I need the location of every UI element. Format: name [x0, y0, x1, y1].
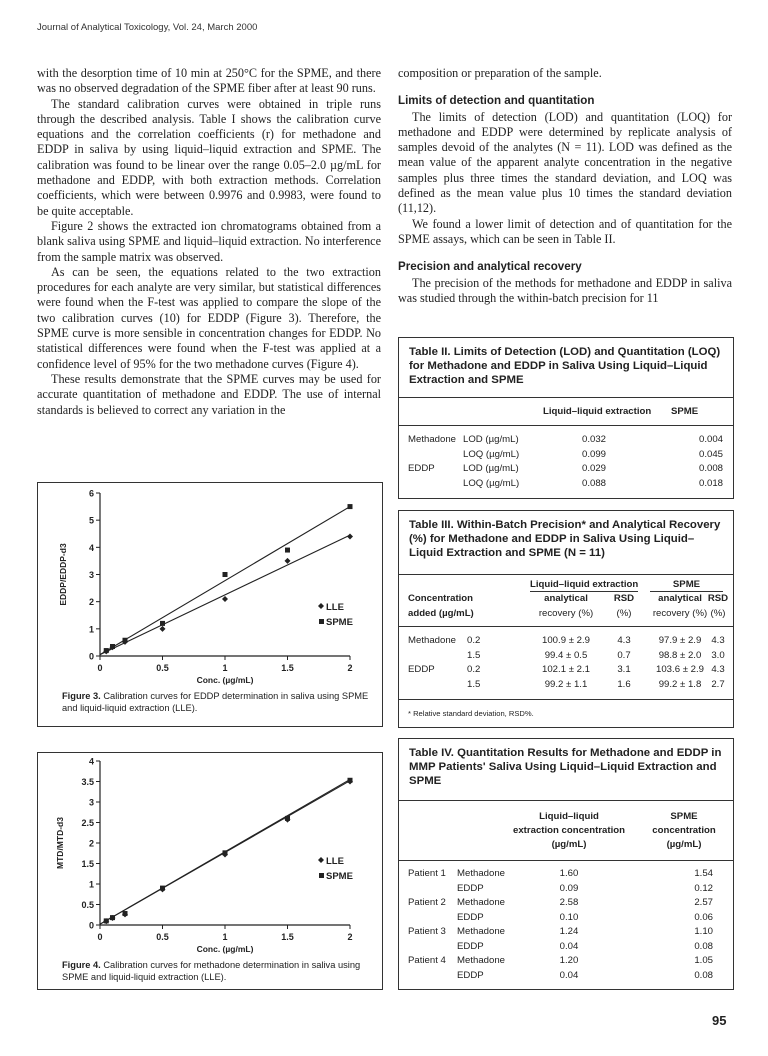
- legend-marker-lle: [318, 603, 324, 609]
- x-tick-label: 0: [97, 663, 103, 673]
- table-cell-spme: 0.045: [698, 448, 723, 460]
- figure-3-caption: [62, 690, 372, 714]
- table-cell-concentration: 0.2: [467, 635, 481, 646]
- data-point-spme: [160, 886, 165, 891]
- data-point-spme: [123, 638, 128, 643]
- table-cell-spme: 0.06: [694, 911, 713, 923]
- table-cell-lle: 0.04: [559, 969, 579, 981]
- y-tick-label: 2.5: [81, 818, 94, 828]
- table-cell-analyte: EDDP: [457, 911, 484, 923]
- x-tick-label: 1.5: [281, 663, 294, 673]
- y-tick-label: 5: [88, 515, 94, 526]
- table-2: [398, 337, 734, 499]
- y-tick-label: 3: [88, 570, 94, 580]
- data-point-spme: [223, 850, 228, 855]
- divider: [399, 626, 733, 627]
- table-cell-lle: 1.60: [559, 868, 579, 879]
- table-cell-lle: 0.09: [559, 882, 579, 894]
- table-cell-analyte: Methadone: [457, 955, 506, 966]
- table-cell-lle-recovery: 99.2 ± 1.1: [544, 678, 588, 690]
- figure-4-caption: [62, 959, 372, 983]
- table-footnote: * Relative standard deviation, RSD%.: [408, 709, 534, 718]
- table-cell-lle: 0.088: [581, 477, 606, 489]
- legend-marker-spme: [319, 873, 324, 878]
- table-cell-lle-rsd: 1.6: [617, 678, 631, 690]
- table-cell-analyte: EDDP: [408, 463, 435, 474]
- y-tick-label: 3.5: [81, 777, 94, 787]
- data-point-spme: [348, 778, 353, 783]
- table-cell-patient: Patient 1: [408, 868, 446, 879]
- col-header-lle-line2: extraction concentration: [513, 825, 625, 836]
- col-header-spme-rsd: RSD: [707, 593, 729, 604]
- y-tick-label: 0: [88, 651, 94, 662]
- table-cell-spme: 0.08: [694, 969, 713, 981]
- legend-marker-lle: [318, 857, 324, 863]
- legend-marker-spme: [319, 619, 324, 624]
- col-header-lle-rsd-unit: (%): [616, 608, 632, 619]
- y-tick-label: 0.5: [81, 900, 94, 910]
- legend-label-spme: SPME: [326, 871, 353, 882]
- fit-line-spme: [100, 507, 350, 655]
- table-cell-analyte: Methadone: [457, 868, 506, 879]
- figure-label: Figure 3.: [62, 691, 101, 701]
- table-cell-parameter: LOQ (µg/mL): [463, 448, 520, 460]
- page-number: 95: [712, 1013, 727, 1028]
- table-cell-spme-rsd: 2.7: [711, 678, 725, 690]
- running-head: Journal of Analytical Toxicology, Vol. 24, March 2000: [37, 22, 258, 33]
- table-cell-concentration: 0.2: [467, 664, 481, 675]
- table-cell-spme: 0.008: [698, 463, 723, 474]
- x-axis-label: Conc. (µg/mL): [196, 944, 254, 954]
- y-tick-label: 2: [88, 838, 94, 849]
- table-cell-lle: 1.24: [559, 926, 579, 937]
- x-tick-label: 0: [97, 932, 103, 942]
- table-cell-concentration: 1.5: [467, 649, 481, 661]
- x-tick-label: 0.5: [156, 932, 169, 942]
- table-cell-lle: 1.20: [559, 955, 579, 966]
- table-title: Table III. Within-Batch Precision* and Analytical Recovery (%) for Methadone and EDDP in Saliva Using Liquid–Liquid Extraction and SPME (N = 11): [409, 519, 721, 559]
- y-tick-label: 4: [88, 542, 94, 553]
- table-cell-lle-recovery: 100.9 ± 2.9: [542, 635, 590, 646]
- caption-text: Calibration curves for EDDP determination in saliva using SPME and liquid-liquid extraction (LLE).: [62, 691, 369, 713]
- table-cell-lle-rsd: 4.3: [617, 635, 631, 646]
- col-header-spme-line2: concentration: [652, 825, 716, 836]
- table-cell-lle-recovery: 99.4 ± 0.5: [544, 649, 588, 661]
- table-cell-spme: 0.004: [698, 434, 723, 445]
- legend-label-lle: LLE: [326, 856, 344, 867]
- paragraph: Figure 2 shows the extracted ion chromatograms obtained from a blank saliva using SPME and liquid–liquid extraction. No interference from the sample matrix was observed.: [37, 218, 381, 264]
- y-tick-label: 2: [88, 597, 94, 608]
- table-cell-lle: 2.58: [559, 897, 579, 908]
- col-header-lle-unit: (µg/mL): [551, 839, 587, 850]
- table-cell-spme-recovery: 103.6 ± 2.9: [656, 664, 704, 675]
- table-cell-patient: Patient 4: [408, 955, 446, 966]
- col-header-lle: Liquid–liquid extraction: [543, 406, 652, 417]
- x-tick-label: 1: [222, 932, 228, 942]
- right-text-column: [398, 66, 732, 306]
- data-point-spme: [285, 548, 290, 553]
- figure-label: Figure 4.: [62, 960, 101, 970]
- data-point-spme: [110, 915, 115, 920]
- divider: [399, 425, 733, 426]
- y-tick-label: 4: [88, 756, 94, 767]
- figure-3-chart: [38, 483, 382, 688]
- data-point-spme: [160, 621, 165, 626]
- divider: [399, 860, 733, 861]
- col-header-lle: Liquid–liquid: [539, 811, 599, 822]
- col-header-spme: SPME: [671, 406, 699, 417]
- table-cell-analyte: Methadone: [408, 434, 457, 445]
- table-cell-patient: Patient 2: [408, 897, 446, 908]
- legend-label-spme: SPME: [326, 617, 353, 628]
- col-header-spme-recovery-unit: recovery (%): [652, 608, 708, 619]
- legend-label-lle: LLE: [326, 602, 344, 613]
- col-header-spme-unit: (µg/mL): [666, 839, 702, 850]
- table-cell-parameter: LOD (µg/mL): [463, 434, 519, 445]
- col-header-spme-recovery: analytical: [658, 593, 702, 604]
- table-4: [398, 738, 734, 990]
- data-point-lle: [285, 558, 291, 564]
- x-axis-label: Conc. (µg/mL): [196, 675, 254, 685]
- table-cell-spme-rsd: 4.3: [711, 635, 725, 646]
- table-cell-spme-rsd: 3.0: [711, 649, 725, 661]
- table-cell-parameter: LOQ (µg/mL): [463, 477, 520, 489]
- col-header-concentration-unit: added (µg/mL): [408, 608, 474, 619]
- table-cell-patient: Patient 3: [408, 926, 446, 937]
- table-cell-analyte: EDDP: [457, 940, 484, 952]
- table-cell-spme: 0.018: [698, 477, 723, 489]
- col-header-spme: SPME: [670, 811, 698, 822]
- table-cell-spme: 1.54: [694, 868, 713, 879]
- paragraph: The standard calibration curves were obtained in triple runs through the described analysis. Table I shows the calibration curve equations and the correlation coefficients (r) for methadone and EDDP in saliva by using liquid–liquid extraction and SPME. The calibration was found to be linear over the range 0.05–2.0 µg/mL for methadone and EDDP, with both extraction methods. Correlation coefficients, which were between 0.9976 and 0.9983, were found to be quite acceptable.: [37, 96, 381, 218]
- table-cell-analyte: Methadone: [408, 635, 457, 646]
- y-tick-label: 1: [88, 624, 94, 635]
- y-tick-label: 0: [88, 920, 94, 931]
- col-header-concentration: Concentration: [408, 593, 474, 604]
- table-cell-spme: 2.57: [694, 897, 713, 908]
- y-tick-label: 1.5: [81, 859, 94, 869]
- table-title: Table II. Limits of Detection (LOD) and Quantitation (LOQ) for Methadone and EDDP in Saliva Using Liquid–Liquid Extraction and SPME: [409, 346, 721, 386]
- col-header-lle-recovery-unit: recovery (%): [538, 608, 594, 619]
- x-tick-label: 2: [347, 932, 353, 942]
- paragraph: The limits of detection (LOD) and quantitation (LOQ) for methadone and EDDP were determined by replicate analysis of samples devoid of the analytes (N = 11). LOD was defined as the mean value of the apparent analyte concentration in the negative samples plus three times the standard deviation, and LOQ was defined as the mean value plus 10 times the standard deviation (11,12).: [398, 109, 732, 216]
- group-header-lle: Liquid–liquid extraction: [530, 579, 639, 590]
- caption-text: Calibration curves for methadone determination in saliva using SPME and liquid-liquid extraction (LLE).: [62, 960, 361, 982]
- table-cell-lle-rsd: 3.1: [617, 664, 631, 675]
- y-tick-label: 3: [88, 797, 94, 808]
- data-point-lle: [160, 626, 166, 632]
- left-text-column: [37, 66, 381, 418]
- paragraph: As can be seen, the equations related to the two extraction procedures for each analyte are very similar, but statistical differences were found when the F-test was applied to compare the slope of the two calibration curves (10) for EDDP (Figure 3). Therefore, the SPME curve is more sensible in concentration changes for EDDP. No statistical differences were found when the F-test was applied at a confidence level of 95% for the two methadone curves (Figure 4).: [37, 264, 381, 371]
- table-title: Table IV. Quantitation Results for Methadone and EDDP in MMP Patients' Saliva Using Liquid–Liquid Extraction and SPME: [409, 747, 722, 787]
- table-cell-lle: 0.04: [559, 940, 579, 952]
- col-header-lle-rsd: RSD: [613, 593, 635, 604]
- data-point-spme: [110, 644, 115, 649]
- table-cell-parameter: LOD (µg/mL): [463, 463, 519, 474]
- paragraph: These results demonstrate that the SPME curves may be used for accurate quantitation of methadone and EDDP. The use of internal standards is believed to correct any variation in the: [37, 371, 381, 417]
- figure-3: [37, 482, 383, 727]
- y-tick-label: 6: [88, 488, 94, 499]
- data-point-lle: [347, 533, 353, 539]
- data-point-spme: [104, 648, 109, 653]
- data-point-spme: [285, 816, 290, 821]
- table-cell-spme: 1.10: [694, 926, 713, 937]
- x-tick-label: 0.5: [156, 663, 169, 673]
- data-point-spme: [223, 572, 228, 577]
- table-cell-lle-rsd: 0.7: [617, 649, 631, 661]
- table-cell-spme-recovery: 98.8 ± 2.0: [658, 649, 702, 661]
- paragraph: The precision of the methods for methadone and EDDP in saliva was studied through the within-batch precision for 11: [398, 275, 732, 305]
- y-axis-label: EDDP/EDDP-d3: [58, 543, 68, 606]
- divider: [399, 397, 733, 398]
- figure-4-chart: [38, 753, 382, 957]
- table-cell-lle: 0.10: [559, 911, 579, 923]
- section-heading: Limits of detection and quantitation: [398, 94, 595, 108]
- table-cell-spme-recovery: 97.9 ± 2.9: [658, 635, 702, 646]
- x-tick-label: 1.5: [281, 932, 294, 942]
- paragraph: We found a lower limit of detection and of quantitation for the SPME assays, which can be seen in Table II.: [398, 216, 732, 246]
- table-cell-lle: 0.029: [581, 463, 606, 474]
- table-cell-spme-rsd: 4.3: [711, 664, 725, 675]
- divider: [399, 574, 733, 575]
- data-point-spme: [123, 911, 128, 916]
- data-point-lle: [222, 596, 228, 602]
- table-cell-spme-recovery: 99.2 ± 1.8: [658, 678, 702, 690]
- col-header-spme-rsd-unit: (%): [710, 608, 726, 619]
- fit-line-lle: [100, 535, 350, 655]
- table-cell-analyte: Methadone: [457, 897, 506, 908]
- col-header-lle-recovery: analytical: [544, 593, 588, 604]
- table-cell-analyte: Methadone: [457, 926, 506, 937]
- table-cell-lle-recovery: 102.1 ± 2.1: [542, 664, 590, 675]
- table-cell-lle: 0.099: [581, 448, 606, 460]
- paragraph: with the desorption time of 10 min at 250°C for the SPME, and there was no observed degradation of the SPME fiber after at least 90 runs.: [37, 66, 381, 96]
- table-cell-spme: 1.05: [694, 955, 713, 966]
- group-header-spme: SPME: [650, 579, 723, 592]
- data-point-spme: [348, 504, 353, 509]
- divider: [399, 800, 733, 801]
- y-axis-label: MTD/MTD-d3: [55, 817, 65, 869]
- table-cell-spme: 0.08: [694, 940, 713, 952]
- table-cell-analyte: EDDP: [408, 664, 435, 675]
- y-tick-label: 1: [88, 879, 94, 890]
- table-3: [398, 510, 734, 728]
- divider: [399, 699, 733, 700]
- x-tick-label: 1: [222, 663, 228, 673]
- data-point-spme: [104, 918, 109, 923]
- table-cell-lle: 0.032: [581, 434, 606, 445]
- section-heading: Precision and analytical recovery: [398, 260, 582, 274]
- table-cell-spme: 0.12: [694, 882, 713, 894]
- x-tick-label: 2: [347, 663, 353, 673]
- paragraph: composition or preparation of the sample.: [398, 66, 602, 80]
- table-cell-analyte: EDDP: [457, 882, 484, 894]
- table-cell-concentration: 1.5: [467, 678, 481, 690]
- figure-4: [37, 752, 383, 990]
- table-cell-analyte: EDDP: [457, 969, 484, 981]
